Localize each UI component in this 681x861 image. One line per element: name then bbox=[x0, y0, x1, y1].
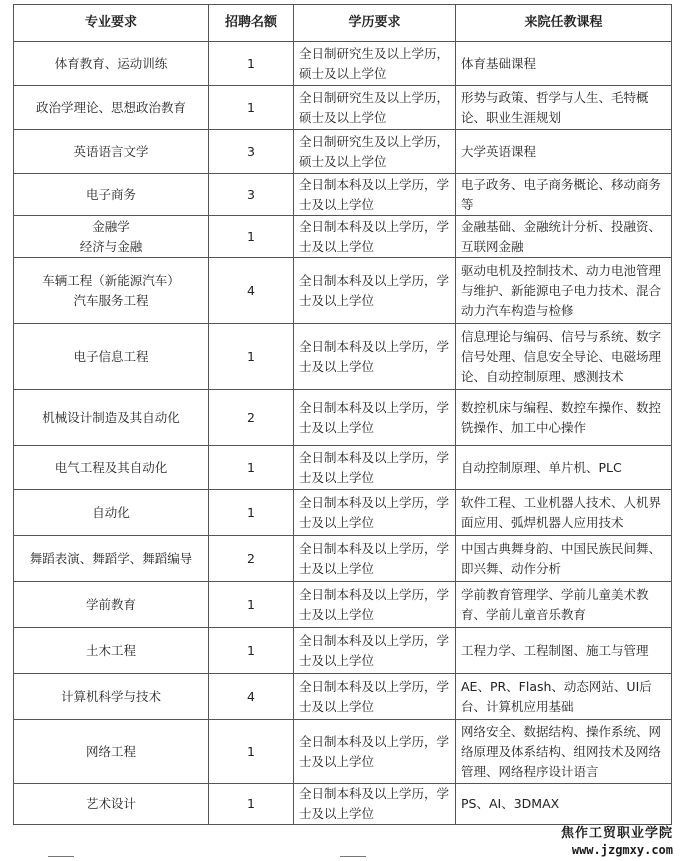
major-cell: 体育教育、运动训练 bbox=[14, 42, 209, 86]
table-row bbox=[14, 582, 672, 628]
education-cell: 全日制本科及以上学历，学士及以上学位 bbox=[294, 674, 456, 720]
courses-cell: 电子政务、电子商务概论、移动商务等 bbox=[456, 174, 672, 216]
courses-cell: 驱动电机及控制技术、动力电池管理与维护、新能源电子电力技术、混合动力汽车构造与检修 bbox=[456, 258, 672, 324]
table-row bbox=[14, 674, 672, 720]
courses-cell: 软件工程、工业机器人技术、人机界面应用、弧焊机器人应用技术 bbox=[456, 490, 672, 536]
table-row bbox=[14, 174, 672, 216]
major-cell: 网络工程 bbox=[14, 720, 209, 784]
table-header-row bbox=[14, 5, 672, 42]
table-body bbox=[14, 42, 672, 825]
courses-cell: 中国古典舞身韵、中国民族民间舞、即兴舞、动作分析 bbox=[456, 536, 672, 582]
count-cell: 1 bbox=[209, 490, 294, 536]
courses-cell: 金融基础、金融统计分析、投融资、互联网金融 bbox=[456, 216, 672, 258]
courses-cell: 数控机床与编程、数控车操作、数控铣操作、加工中心操作 bbox=[456, 390, 672, 446]
major-cell: 电气工程及其自动化 bbox=[14, 446, 209, 490]
major-cell: 车辆工程（新能源汽车） 汽车服务工程 bbox=[14, 258, 209, 324]
education-cell: 全日制本科及以上学历，学士及以上学位 bbox=[294, 216, 456, 258]
education-cell: 全日制本科及以上学历，学士及以上学位 bbox=[294, 258, 456, 324]
education-cell: 全日制本科及以上学历，学士及以上学位 bbox=[294, 490, 456, 536]
count-cell: 3 bbox=[209, 130, 294, 174]
courses-cell: 大学英语课程 bbox=[456, 130, 672, 174]
major-cell: 舞蹈表演、舞蹈学、舞蹈编导 bbox=[14, 536, 209, 582]
courses-cell: 工程力学、工程制图、施工与管理 bbox=[456, 628, 672, 674]
footer-divider-right bbox=[340, 856, 366, 857]
major-cell: 金融学 经济与金融 bbox=[14, 216, 209, 258]
count-cell: 1 bbox=[209, 324, 294, 390]
courses-cell: 形势与政策、哲学与人生、毛特概论、职业生涯规划 bbox=[456, 86, 672, 130]
count-cell: 1 bbox=[209, 216, 294, 258]
major-cell: 学前教育 bbox=[14, 582, 209, 628]
courses-cell: 学前教育管理学、学前儿童美术教育、学前儿童音乐教育 bbox=[456, 582, 672, 628]
count-cell: 1 bbox=[209, 628, 294, 674]
count-cell: 1 bbox=[209, 42, 294, 86]
courses-cell: 网络安全、数据结构、操作系统、网络原理及体系结构、组网技术及网络管理、网络程序设计语言 bbox=[456, 720, 672, 784]
education-cell: 全日制研究生及以上学历，硕士及以上学位 bbox=[294, 130, 456, 174]
major-cell: 英语语言文学 bbox=[14, 130, 209, 174]
education-cell: 全日制本科及以上学历，学士及以上学位 bbox=[294, 784, 456, 825]
count-cell: 1 bbox=[209, 86, 294, 130]
education-cell: 全日制本科及以上学历，学士及以上学位 bbox=[294, 174, 456, 216]
major-cell: 电子信息工程 bbox=[14, 324, 209, 390]
major-cell: 土木工程 bbox=[14, 628, 209, 674]
table-row bbox=[14, 446, 672, 490]
major-cell: 政治学理论、思想政治教育 bbox=[14, 86, 209, 130]
education-cell: 全日制本科及以上学历，学士及以上学位 bbox=[294, 536, 456, 582]
education-cell: 全日制研究生及以上学历，硕士及以上学位 bbox=[294, 42, 456, 86]
table-row bbox=[14, 628, 672, 674]
education-cell: 全日制本科及以上学历，学士及以上学位 bbox=[294, 390, 456, 446]
header-education: 学历要求 bbox=[294, 5, 456, 42]
count-cell: 1 bbox=[209, 446, 294, 490]
count-cell: 4 bbox=[209, 258, 294, 324]
count-cell: 1 bbox=[209, 720, 294, 784]
count-cell: 1 bbox=[209, 582, 294, 628]
watermark-name: 焦作工贸职业学院 bbox=[560, 826, 673, 841]
table-row bbox=[14, 42, 672, 86]
count-cell: 4 bbox=[209, 674, 294, 720]
table-row bbox=[14, 130, 672, 174]
table-row bbox=[14, 216, 672, 258]
education-cell: 全日制本科及以上学历，学士及以上学位 bbox=[294, 446, 456, 490]
courses-cell: 体育基础课程 bbox=[456, 42, 672, 86]
table-row bbox=[14, 720, 672, 784]
table-row bbox=[14, 784, 672, 825]
education-cell: 全日制本科及以上学历，学士及以上学位 bbox=[294, 324, 456, 390]
education-cell: 全日制本科及以上学历，学士及以上学位 bbox=[294, 628, 456, 674]
table-row bbox=[14, 324, 672, 390]
table-row bbox=[14, 258, 672, 324]
courses-cell: 自动控制原理、单片机、PLC bbox=[456, 446, 672, 490]
courses-cell: 信息理论与编码、信号与系统、数字信号处理、信息安全导论、电磁场理论、自动控制原理、感测技术 bbox=[456, 324, 672, 390]
major-cell: 机械设计制造及其自动化 bbox=[14, 390, 209, 446]
education-cell: 全日制本科及以上学历，学士及以上学位 bbox=[294, 582, 456, 628]
table-row bbox=[14, 390, 672, 446]
major-cell: 自动化 bbox=[14, 490, 209, 536]
watermark-url: www.jzgmxy.com bbox=[571, 843, 673, 857]
recruitment-table bbox=[13, 4, 672, 825]
major-cell: 艺术设计 bbox=[14, 784, 209, 825]
header-count: 招聘名额 bbox=[209, 5, 294, 42]
header-major: 专业要求 bbox=[14, 5, 209, 42]
table-row bbox=[14, 536, 672, 582]
count-cell: 2 bbox=[209, 390, 294, 446]
footer-divider-left bbox=[48, 856, 74, 857]
table-row bbox=[14, 490, 672, 536]
count-cell: 2 bbox=[209, 536, 294, 582]
count-cell: 1 bbox=[209, 784, 294, 825]
site-watermark bbox=[561, 826, 673, 858]
major-cell: 电子商务 bbox=[14, 174, 209, 216]
count-cell: 3 bbox=[209, 174, 294, 216]
major-cell: 计算机科学与技术 bbox=[14, 674, 209, 720]
education-cell: 全日制研究生及以上学历，硕士及以上学位 bbox=[294, 86, 456, 130]
education-cell: 全日制本科及以上学历，学士及以上学位 bbox=[294, 720, 456, 784]
table-row bbox=[14, 86, 672, 130]
courses-cell: PS、AI、3DMAX bbox=[456, 784, 672, 825]
header-courses: 来院任教课程 bbox=[456, 5, 672, 42]
courses-cell: AE、PR、Flash、动态网站、UI后台、计算机应用基础 bbox=[456, 674, 672, 720]
